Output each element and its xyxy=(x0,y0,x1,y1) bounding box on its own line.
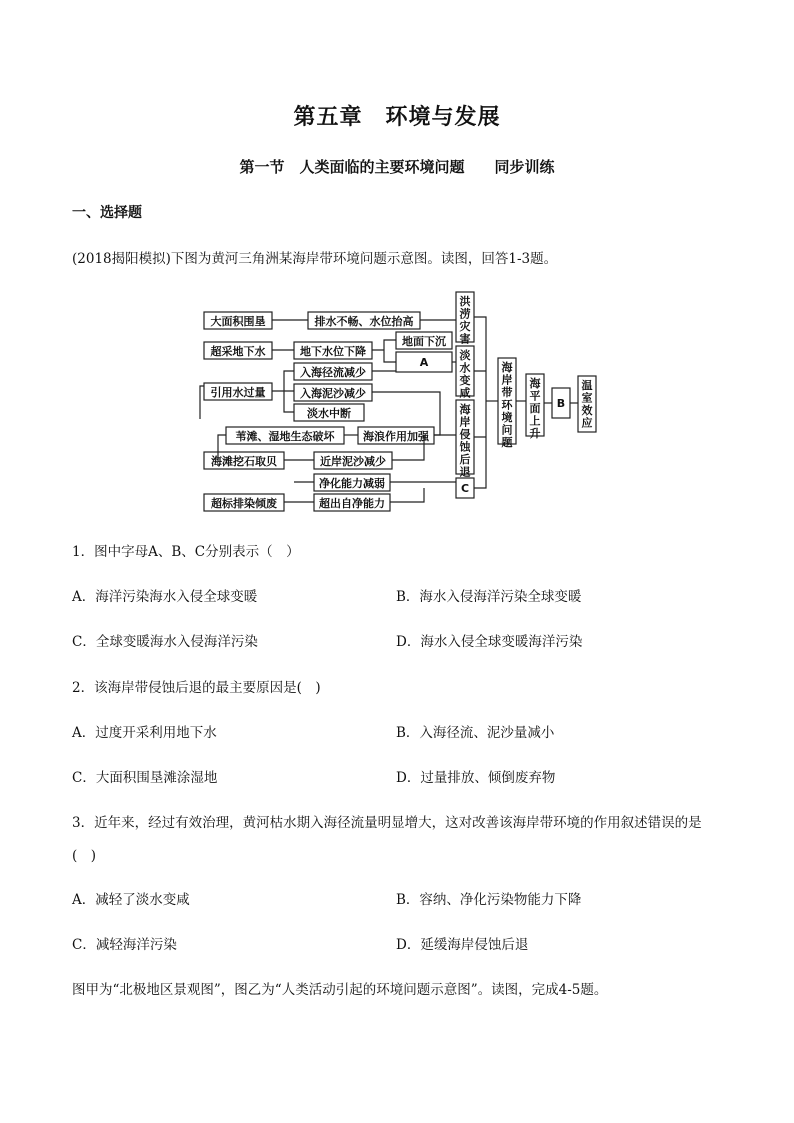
svg-text:超标排染倾废: 超标排染倾废 xyxy=(211,497,277,510)
question-1-stem: 1．图中字母A、B、C分别表示（ ） xyxy=(72,544,300,560)
b-label: B xyxy=(556,397,566,410)
vertical-char: 海 xyxy=(459,403,471,416)
svg-text:大面积围垦: 大面积围垦 xyxy=(210,315,266,328)
vertical-char: 带 xyxy=(501,386,513,399)
result-label-c: C xyxy=(460,482,470,495)
question-2-option-a: A．过度开采利用地下水 xyxy=(72,725,217,741)
vertical-char: 海 xyxy=(529,377,541,390)
vertical-char: 问 xyxy=(501,423,513,437)
vertical-char: 岸 xyxy=(501,373,513,387)
question-3-stem: 3．近年来，经过有效治理，黄河枯水期入海径流量明显增大，这对改善该海岸带环境的作用叙述错误的是 xyxy=(72,815,702,831)
result-label-erosion xyxy=(460,402,472,479)
effect-box-sediment xyxy=(294,384,372,401)
question-2-option-d: D．过量排放、倾倒废弃物 xyxy=(396,770,556,786)
svg-text:海滩挖石取贝: 海滩挖石取贝 xyxy=(211,455,277,468)
effect-box-drainage xyxy=(308,312,420,329)
vertical-char: 应 xyxy=(581,416,593,430)
vertical-char: 洪 xyxy=(459,295,471,308)
vertical-char: 效 xyxy=(581,404,593,417)
svg-text:排水不畅、水位抬高: 排水不畅、水位抬高 xyxy=(314,315,414,328)
cause-box-wetland xyxy=(226,427,344,444)
question-3-stem-continued: ( ) xyxy=(72,848,97,864)
svg-text:海浪作用加强: 海浪作用加强 xyxy=(363,430,429,443)
vertical-char: 环 xyxy=(501,398,513,412)
summary-label xyxy=(502,360,514,449)
effect-box-runoff xyxy=(294,363,372,380)
question-2-option-c: C．大面积围垦滩涂湿地 xyxy=(72,770,218,786)
svg-text:A: A xyxy=(419,356,429,369)
vertical-char: 温 xyxy=(581,379,593,392)
effect-box-freshwater-cut xyxy=(294,404,364,421)
svg-text:入海径流减少: 入海径流减少 xyxy=(300,366,366,379)
sea-level-label xyxy=(530,376,542,440)
chapter-title: 第五章 环境与发展 xyxy=(293,105,501,130)
vertical-char: 升 xyxy=(529,427,541,440)
svg-text:引用水过量: 引用水过量 xyxy=(210,386,266,399)
question-1-option-a: A．海洋污染海水入侵全球变暖 xyxy=(72,589,258,605)
question-3-option-c: C．减轻海洋污染 xyxy=(72,937,177,953)
svg-text:超采地下水: 超采地下水 xyxy=(210,345,266,358)
vertical-char: 平 xyxy=(529,389,541,403)
svg-text:苇滩、湿地生态破坏: 苇滩、湿地生态破坏 xyxy=(235,430,335,443)
vertical-char: 退 xyxy=(459,465,471,479)
vertical-char: 境 xyxy=(501,411,513,424)
effect-box-nearshore xyxy=(314,452,392,469)
cause-box-reclamation xyxy=(204,312,272,329)
question-3-option-b: B．容纳、净化污染物能力下降 xyxy=(396,892,582,908)
part-heading: 一、选择题 xyxy=(72,205,142,221)
vertical-char: 后 xyxy=(459,453,471,466)
vertical-char: 海 xyxy=(501,361,513,374)
vertical-char: 蚀 xyxy=(459,440,471,454)
vertical-char: 面 xyxy=(529,402,541,415)
vertical-char: 侵 xyxy=(459,428,471,441)
effect-box-a xyxy=(396,352,452,372)
question-3-option-a: A．减轻了淡水变咸 xyxy=(72,892,190,908)
cause-box-digging xyxy=(204,452,284,469)
vertical-char: 咸 xyxy=(459,386,471,400)
effect-box-self-clean xyxy=(314,494,390,511)
question-1-option-c: C．全球变暖海水入侵海洋污染 xyxy=(72,634,258,650)
warming-label xyxy=(582,378,593,430)
vertical-char: 岸 xyxy=(459,415,471,429)
vertical-char: 涝 xyxy=(459,307,471,321)
vertical-char: 淡 xyxy=(459,349,471,362)
effect-box-groundwater-drop xyxy=(294,342,372,359)
vertical-char: 题 xyxy=(501,436,513,449)
vertical-char: 害 xyxy=(459,332,471,346)
svg-text:净化能力减弱: 净化能力减弱 xyxy=(319,477,385,490)
svg-text:地面下沉: 地面下沉 xyxy=(402,335,446,348)
question-3-option-d: D．延缓海岸侵蚀后退 xyxy=(396,937,529,953)
vertical-char: 变 xyxy=(459,374,471,387)
svg-text:地下水位下降: 地下水位下降 xyxy=(300,345,366,358)
cause-box-dumping xyxy=(204,494,284,511)
question-2-option-b: B．入海径流、泥沙量减小 xyxy=(396,725,555,741)
svg-text:近岸泥沙减少: 近岸泥沙减少 xyxy=(320,455,386,468)
effect-box-waves xyxy=(358,427,434,444)
cause-box-groundwater xyxy=(204,342,272,359)
svg-text:淡水中断: 淡水中断 xyxy=(307,407,351,420)
vertical-char: 水 xyxy=(459,361,471,375)
effect-box-purification xyxy=(314,474,390,491)
svg-text:入海泥沙减少: 入海泥沙减少 xyxy=(300,387,366,400)
intro-paragraph-2: 图甲为“北极地区景观图”，图乙为“人类活动引起的环境问题示意图”。读图，完成4-5题。 xyxy=(72,982,608,998)
effect-box-subsidence xyxy=(396,332,452,349)
section-title: 第一节 人类面临的主要环境问题 同步训练 xyxy=(239,158,555,176)
coastal-problem-diagram xyxy=(196,290,606,515)
vertical-char: 室 xyxy=(581,391,593,405)
cause-box-water-use xyxy=(204,383,272,400)
intro-paragraph-1: (2018揭阳模拟)下图为黄河三角洲某海岸带环境问题示意图。读图，回答1-3题。 xyxy=(72,251,558,267)
result-label-flood xyxy=(460,294,471,346)
question-1-option-d: D．海水入侵全球变暖海洋污染 xyxy=(396,634,583,650)
vertical-char: 灾 xyxy=(459,320,471,333)
question-2-stem: 2．该海岸带侵蚀后退的最主要原因是( ) xyxy=(72,680,321,696)
vertical-char: 上 xyxy=(529,414,541,428)
svg-text:超出自净能力: 超出自净能力 xyxy=(319,497,385,510)
result-label-salinization xyxy=(460,348,471,400)
question-1-option-b: B．海水入侵海洋污染全球变暖 xyxy=(396,589,582,605)
